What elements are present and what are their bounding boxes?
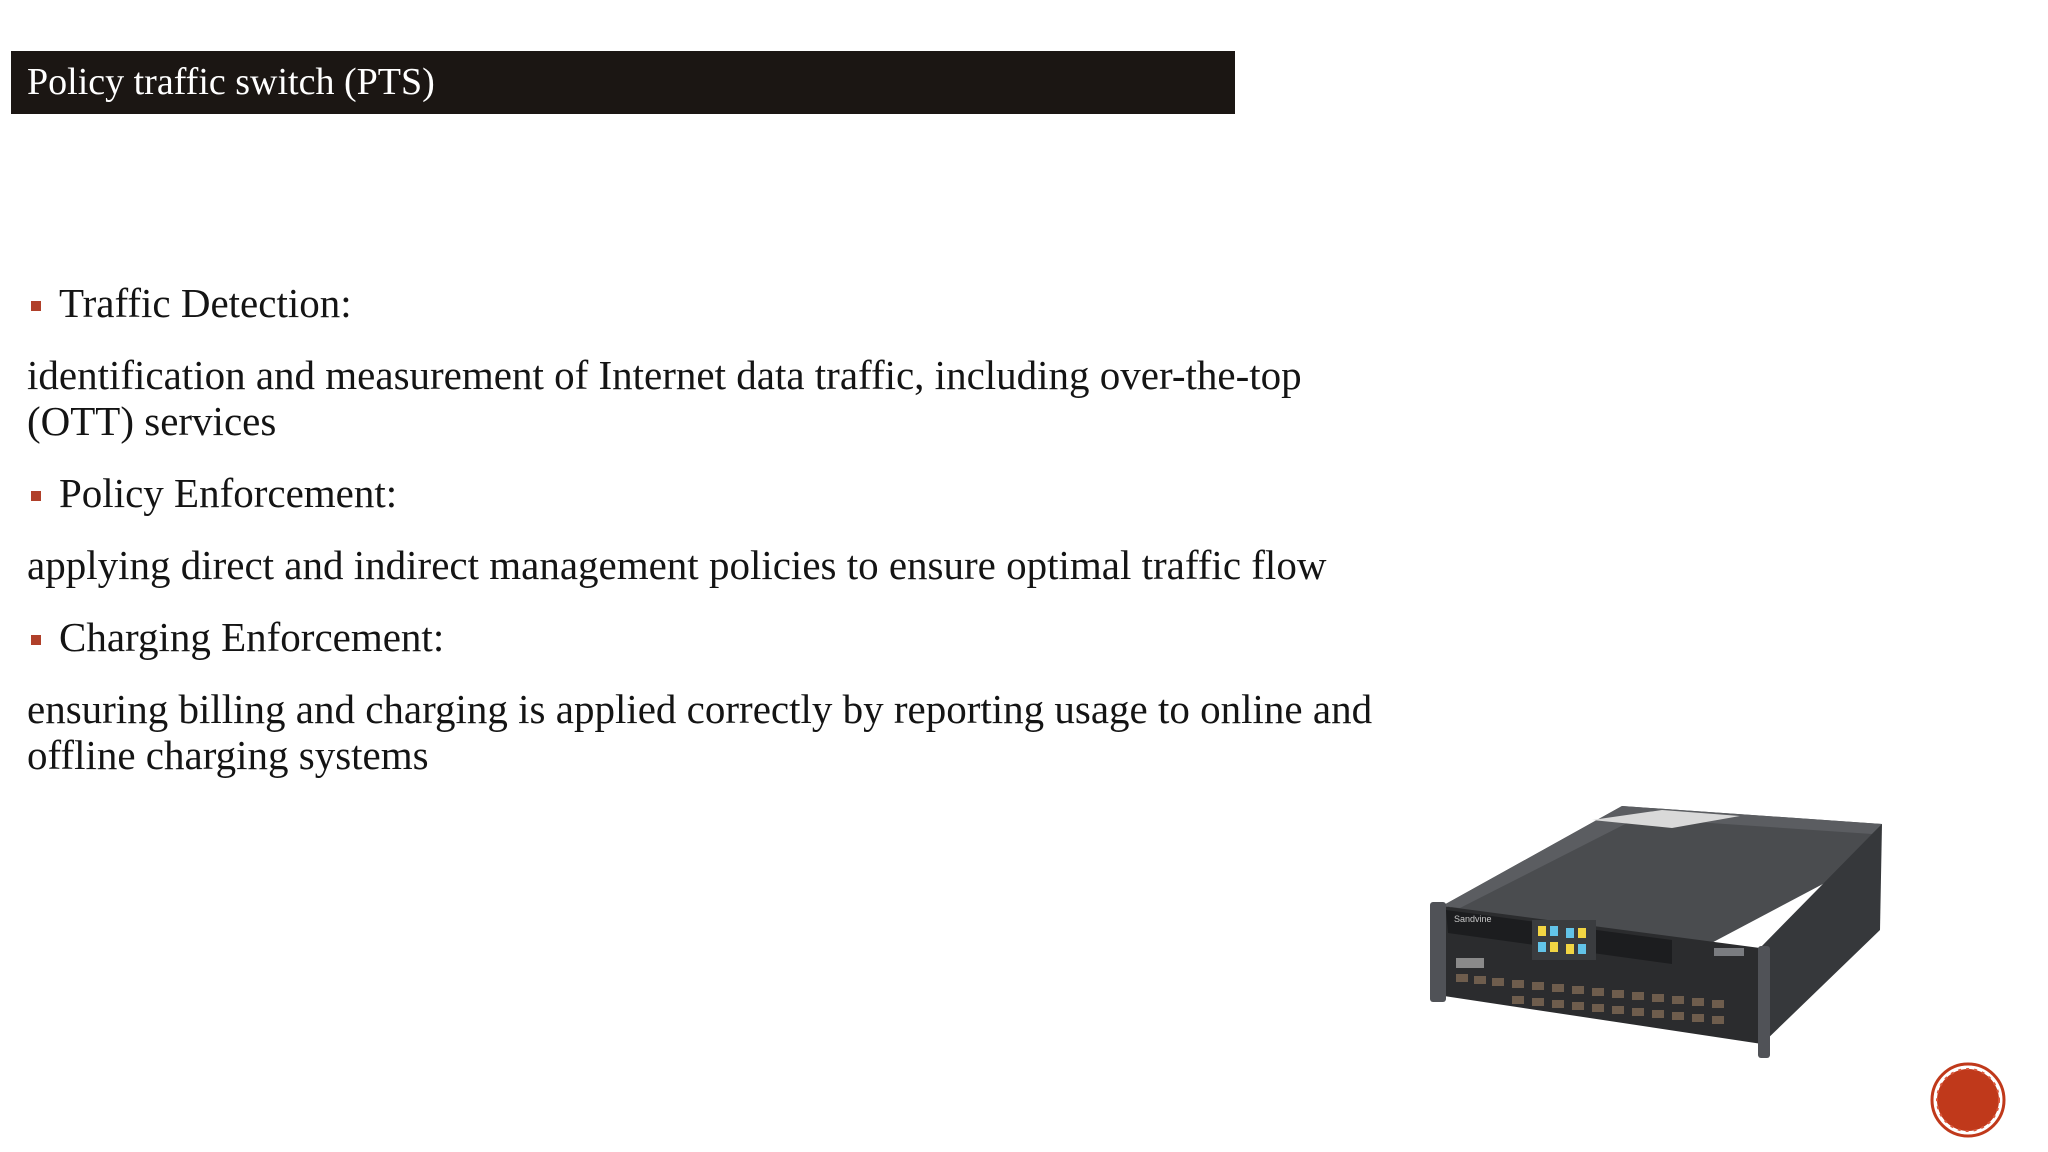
bullet-square-icon bbox=[31, 301, 41, 311]
description-line: ensuring billing and charging is applied correctly by reporting usage to online and bbox=[27, 686, 1373, 732]
description-line: applying direct and indirect management policies to ensure optimal traffic flow bbox=[27, 542, 1327, 588]
bullet-traffic-detection bbox=[27, 280, 1727, 326]
description-line: offline charging systems bbox=[27, 732, 429, 778]
content-body bbox=[27, 280, 1727, 804]
traffic-detection-description bbox=[27, 352, 1727, 444]
bullet-charging-enforcement bbox=[27, 614, 1727, 660]
device-brand-label: Sandvine bbox=[1454, 914, 1492, 924]
policy-enforcement-description bbox=[27, 542, 1727, 588]
charging-enforcement-description bbox=[27, 686, 1727, 778]
description-line: identification and measurement of Internet data traffic, including over-the-top bbox=[27, 352, 1302, 398]
decorative-circle-icon bbox=[1928, 1060, 2008, 1140]
bullet-heading: Charging Enforcement: bbox=[59, 614, 445, 660]
bullet-square-icon bbox=[31, 491, 41, 501]
bullet-policy-enforcement bbox=[27, 470, 1727, 516]
bullet-heading: Traffic Detection: bbox=[59, 280, 352, 326]
title-bar bbox=[11, 51, 1235, 114]
slide-title: Policy traffic switch (PTS) bbox=[27, 61, 435, 103]
bullet-heading: Policy Enforcement: bbox=[59, 470, 398, 516]
bullet-square-icon bbox=[31, 635, 41, 645]
pts-device-image bbox=[1372, 798, 1892, 1074]
description-line: (OTT) services bbox=[27, 398, 277, 444]
